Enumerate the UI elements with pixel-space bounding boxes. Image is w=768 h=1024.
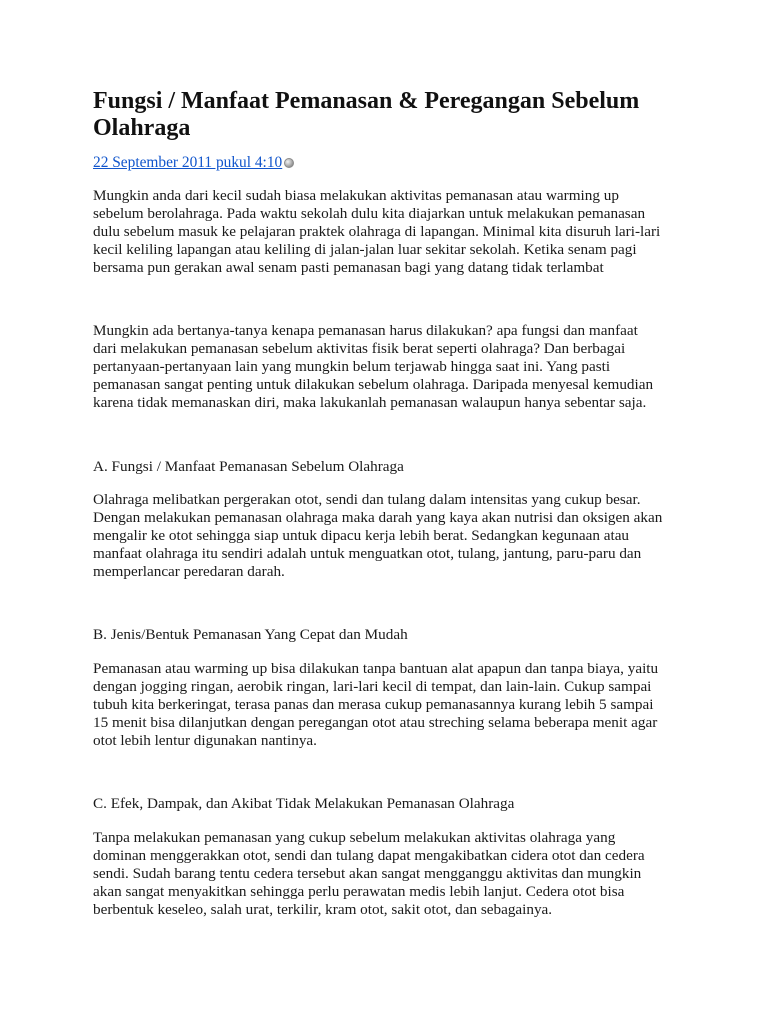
- question-paragraph: Mungkin ada bertanya-tanya kenapa pemanasan harus dilakukan? apa fungsi dan manfaat dari melakukan pemanasan sebelum aktivitas fisik berat seperti olahraga? Dan berbagai pertanyaan-pertanyaan lain yang mungkin belum terjawab hingga saat ini. Yang pasti pemanasan sangat penting untuk dilakukan sebelum olahraga. Daripada menyesal kemudian karena tidak memanaskan diri, maka lakukanlah pemanasan walaupun hanya sebentar saja.: [93, 322, 654, 411]
- article-title: Fungsi / Manfaat Pemanasan & Peregangan Sebelum Olahraga: [93, 88, 640, 141]
- intro-paragraph: Mungkin anda dari kecil sudah biasa melakukan aktivitas pemanasan atau warming up sebelum berolahraga. Pada waktu sekolah dulu kita diajarkan untuk melakukan pemanasan dulu sebelum masuk ke pelajaran praktek olahraga di lapangan. Minimal kita disuruh lari-lari kecil keliling lapangan atau keliling di jalan-jalan luar sekitar sekolah. Ketika senam pagi bersama pun gerakan awal senam pasti pemanasan bagi yang datang tidak terlambat: [93, 187, 661, 276]
- section-b-body: Pemanasan atau warming up bisa dilakukan tanpa bantuan alat apapun dan tanpa biaya, yaitu dengan jogging ringan, aerobik ringan, lari-lari kecil di tempat, dan lain-lain. Cukup sampai tubuh kita berkeringat, terasa panas dan merasa cukup pemanasannya kurang lebih 5 sampai 15 menit bisa dilanjutkan dengan peregangan otot atau streching selama beberapa menit agar otot lebih lentur digunakan nantinya.: [93, 660, 659, 749]
- article-meta: [93, 154, 294, 172]
- globe-icon: [284, 158, 294, 168]
- section-c-heading: C. Efek, Dampak, dan Akibat Tidak Melakukan Pemanasan Olahraga: [93, 795, 515, 812]
- section-a-heading: A. Fungsi / Manfaat Pemanasan Sebelum Olahraga: [93, 458, 404, 475]
- section-c-body: Tanpa melakukan pemanasan yang cukup sebelum melakukan aktivitas olahraga yang dominan menggerakkan otot, sendi dan tulang dapat mengakibatkan cidera otot dan cedera sendi. Sudah barang tentu cedera tersebut akan sangat mengganggu aktivitas dan mungkin akan sangat menyakitkan sehingga perlu perawatan medis lebih lanjut. Cedera otot bisa berbentuk keseleo, salah urat, terkilir, kram otot, sakit otot, dan sebagainya.: [93, 829, 645, 918]
- date-link[interactable]: 22 September 2011 pukul 4:10: [93, 154, 283, 171]
- section-b-heading: B. Jenis/Bentuk Pemanasan Yang Cepat dan Mudah: [93, 626, 408, 643]
- section-a-body: Olahraga melibatkan pergerakan otot, sendi dan tulang dalam intensitas yang cukup besar. Dengan melakukan pemanasan olahraga maka darah yang kaya akan nutrisi dan oksigen akan mengalir ke otot sehingga siap untuk dipacu kerja lebih berat. Sedangkan kegunaan atau manfaat olahraga itu sendiri adalah untuk menguatkan otot, tulang, jantung, paru-paru dan memperlancar peredaran darah.: [93, 491, 663, 580]
